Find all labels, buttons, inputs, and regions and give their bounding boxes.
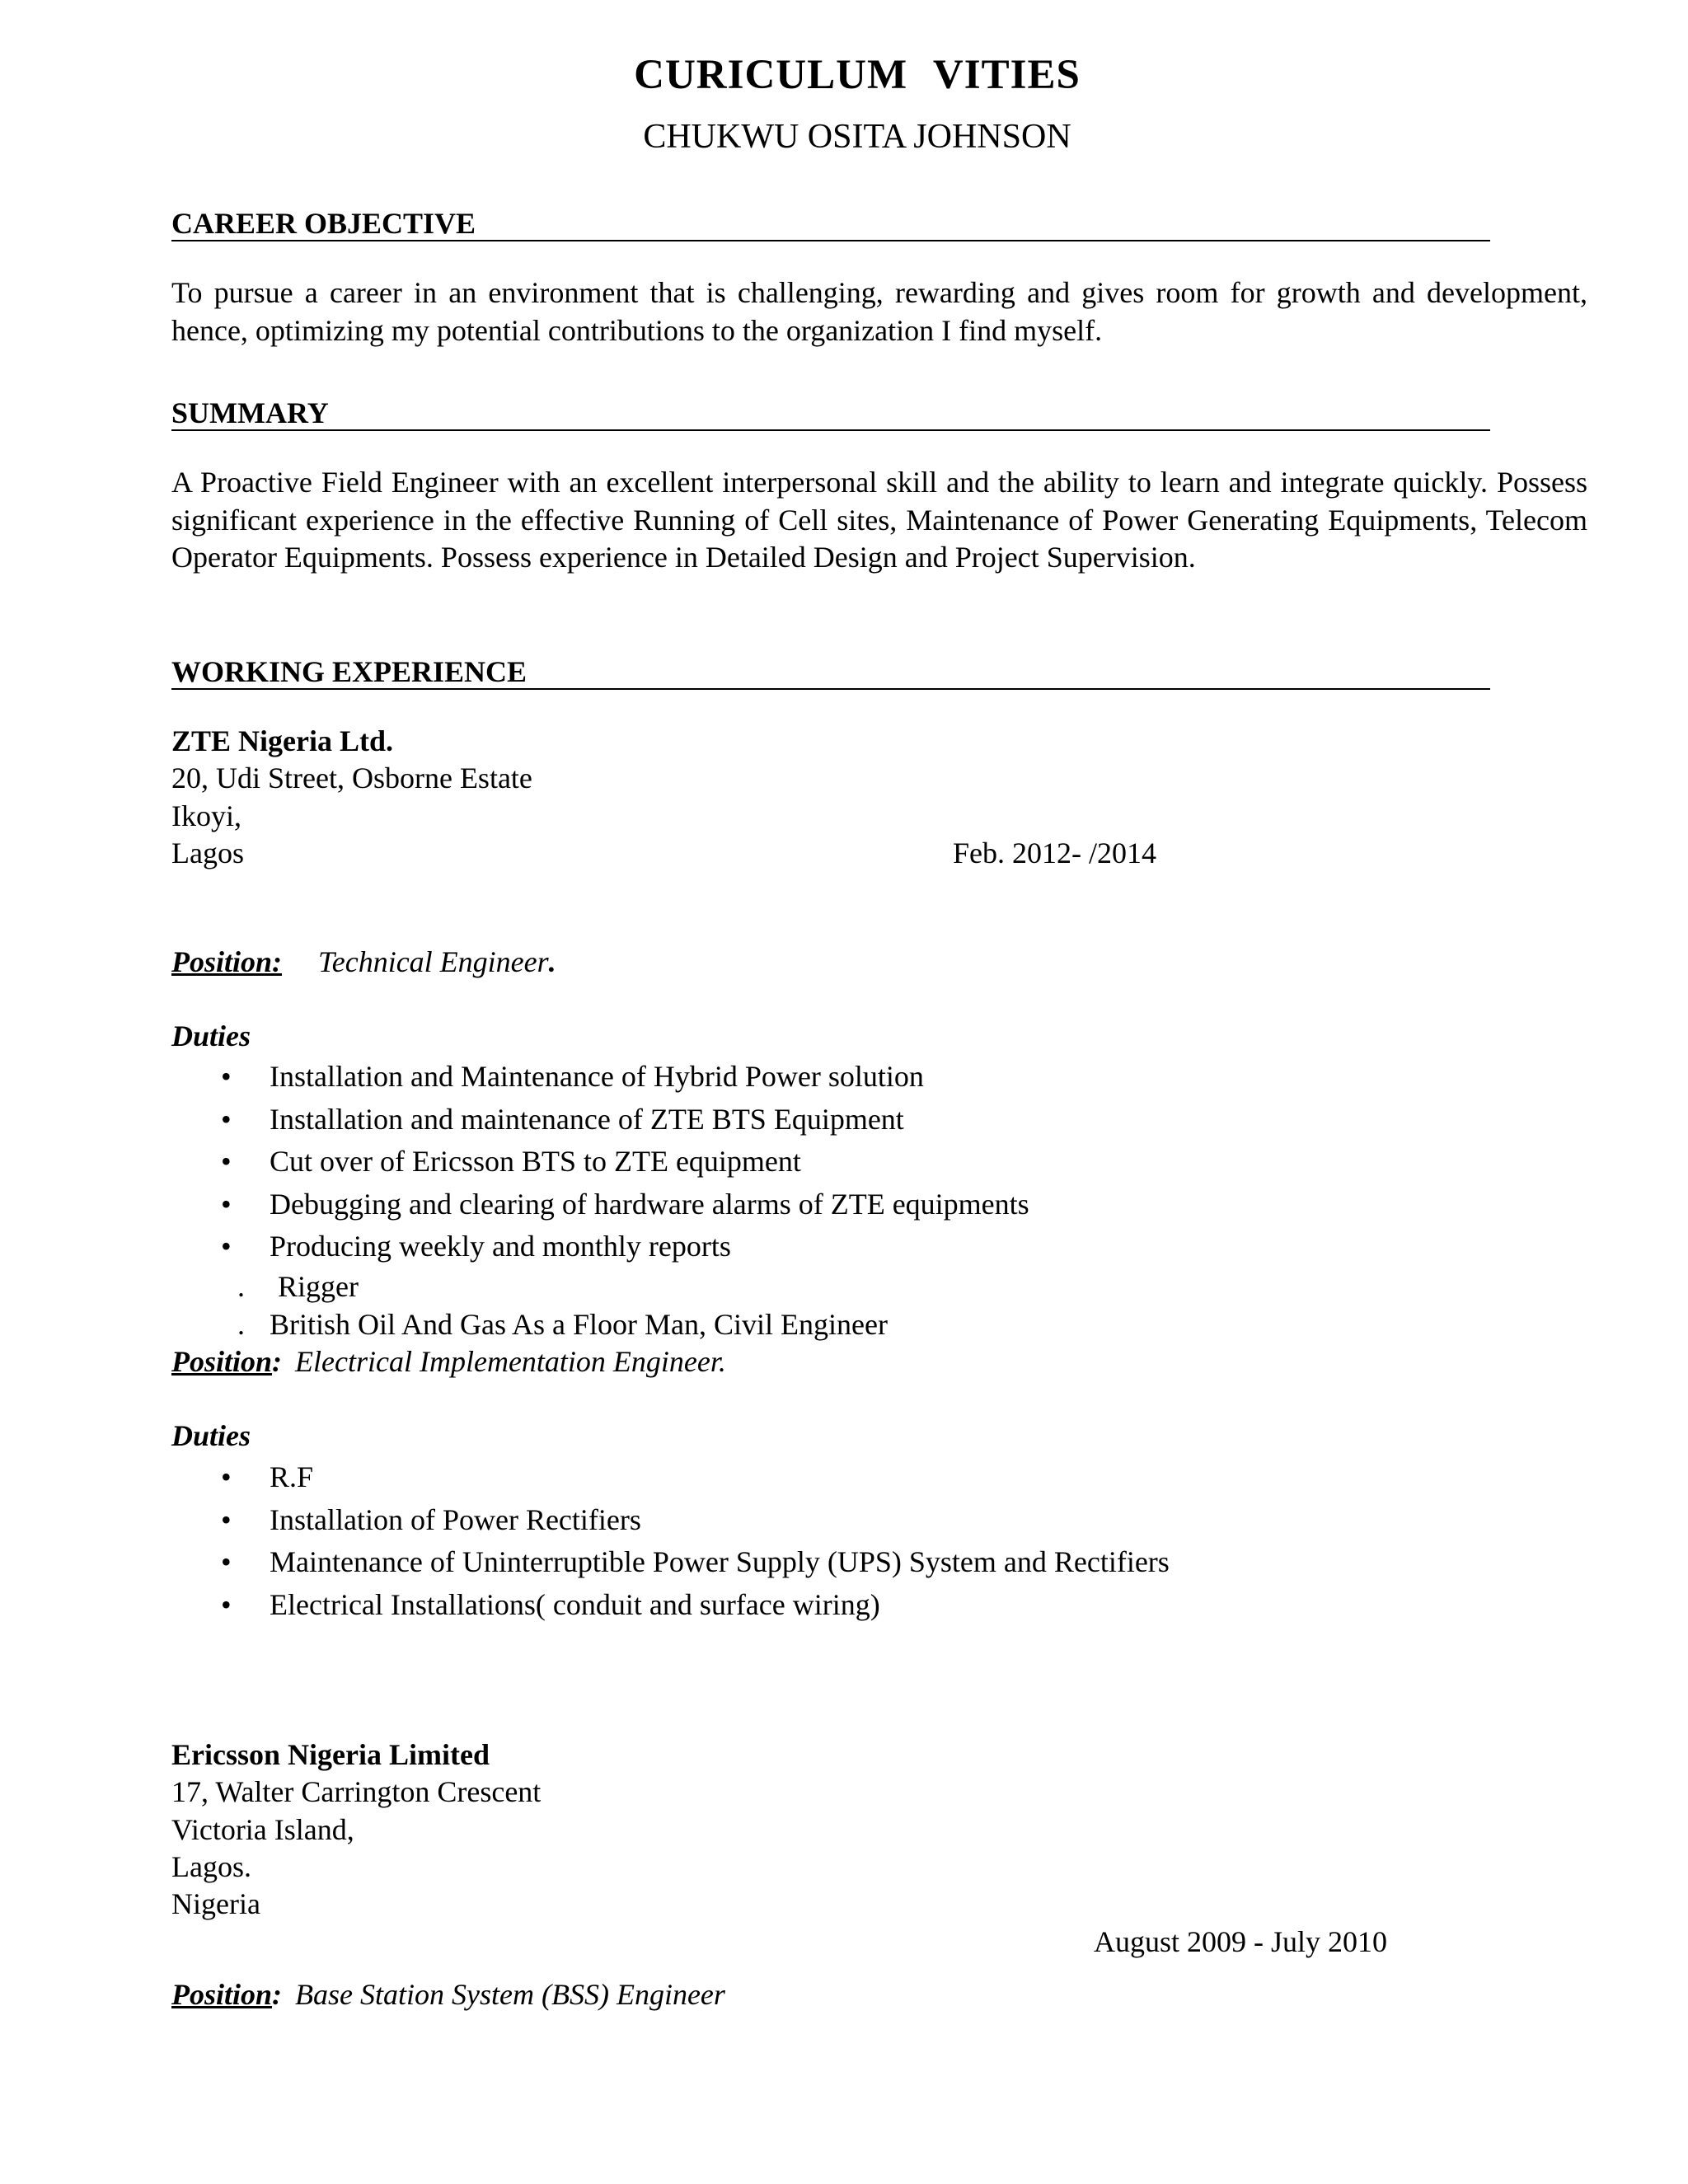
ericsson-address-line1: 17, Walter Carrington Crescent — [171, 1775, 542, 1808]
zte-position-1 — [171, 944, 556, 981]
position-title: Base Station System (BSS) Engineer — [295, 1978, 725, 2011]
bullet-icon: • — [221, 1502, 232, 1536]
zte-address-line1: 20, Udi Street, Osborne Estate — [171, 762, 532, 794]
extra-item-rigger: Rigger — [278, 1270, 359, 1303]
position-colon: : — [272, 1345, 283, 1378]
career-objective-heading: CAREER OBJECTIVE — [171, 207, 1490, 241]
list-item: • Installation and maintenance of ZTE BTS Equipment — [171, 1099, 1029, 1141]
list-item: • Producing weekly and monthly reports — [171, 1226, 1029, 1268]
zte-address-line2: Ikoyi, — [171, 799, 241, 832]
list-item: • Installation of Power Rectifiers — [171, 1499, 1170, 1542]
page-title: CURICULUM VITIES — [634, 52, 1081, 98]
zte-company-name: ZTE Nigeria Ltd. — [171, 724, 394, 757]
ericsson-company-name: Ericsson Nigeria Limited — [171, 1738, 490, 1771]
ericsson-position — [171, 1976, 725, 2013]
position-title: Electrical Implementation Engineer. — [295, 1345, 726, 1378]
position-label: Position — [171, 1978, 273, 2011]
list-item: • Debugging and clearing of hardware alarms of ZTE equipments — [171, 1183, 1029, 1226]
position-title: Technical Engineer — [318, 945, 549, 978]
ericsson-address-line3: Lagos. — [171, 1850, 251, 1883]
list-item: • Maintenance of Uninterruptible Power Supply (UPS) System and Rectifiers — [171, 1541, 1170, 1584]
bullet-icon: • — [221, 1102, 232, 1136]
ericsson-dates: August 2009 - July 2010 — [1094, 1925, 1388, 1958]
list-item: • Cut over of Ericsson BTS to ZTE equipment — [171, 1141, 1029, 1183]
zte-address-line3: Lagos — [171, 837, 244, 869]
zte-duties-list-2 — [171, 1456, 1170, 1626]
list-item: • Electrical Installations( conduit and surface wiring) — [171, 1584, 1170, 1627]
candidate-name: CHUKWU OSITA JOHNSON — [643, 118, 1071, 156]
zte-dates: Feb. 2012- /2014 — [953, 837, 1156, 869]
zte-duties-label-2: Duties — [171, 1419, 251, 1452]
bullet-icon: • — [221, 1460, 232, 1493]
bullet-icon: • — [221, 1545, 232, 1579]
extra-marker-1: . — [237, 1270, 245, 1303]
zte-duties-list-1 — [171, 1056, 1029, 1268]
list-item: • R.F — [171, 1456, 1170, 1499]
position-label: Position — [171, 1345, 273, 1378]
list-item: • Installation and Maintenance of Hybrid Power solution — [171, 1056, 1029, 1099]
summary-heading: SUMMARY — [171, 396, 1490, 431]
summary-text: A Proactive Field Engineer with an excellent interpersonal skill and the ability to learn and integrate quickly. Possess significant experience in the effective Running of Cell sites, Maintenance of Power Generating Equipments, Telecom Operator Equipments. Possess experience in Detailed Design and Project Supervision. — [171, 466, 1587, 574]
position-suffix: . — [548, 945, 556, 978]
extra-item-oil-gas: British Oil And Gas As a Floor Man, Civil Engineer — [270, 1308, 888, 1341]
bullet-icon: • — [221, 1145, 232, 1179]
position-colon: : — [272, 1978, 283, 2011]
zte-duties-label: Duties — [171, 1019, 251, 1052]
bullet-icon: • — [221, 1230, 232, 1263]
ericsson-address-line2: Victoria Island, — [171, 1813, 354, 1846]
bullet-icon: • — [221, 1587, 232, 1621]
career-objective-text: To pursue a career in an environment that is challenging, rewarding and gives room for growth and development, hence, optimizing my potential contributions to the organization I find myself. — [171, 276, 1587, 347]
bullet-icon: • — [221, 1187, 232, 1221]
bullet-icon: • — [221, 1060, 232, 1093]
ericsson-address-line4: Nigeria — [171, 1887, 260, 1920]
working-experience-heading: WORKING EXPERIENCE — [171, 655, 1490, 690]
zte-position-2 — [171, 1343, 726, 1380]
extra-marker-2: . — [237, 1308, 245, 1341]
position-label: Position: — [171, 945, 283, 978]
